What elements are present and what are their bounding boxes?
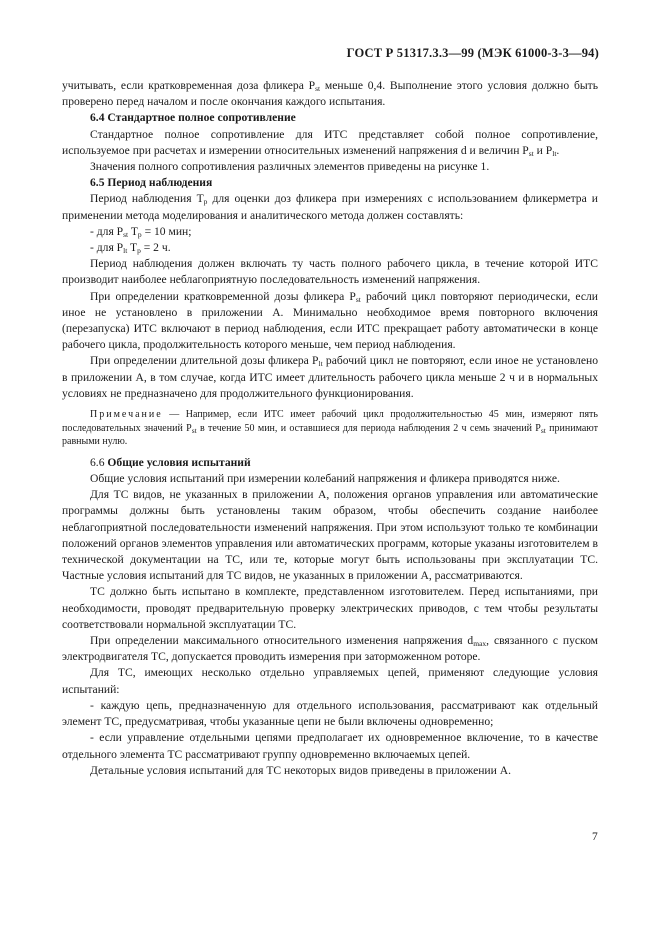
section-6-5-heading: 6.5 Период наблюдения bbox=[90, 176, 213, 190]
section-6-6-paragraph-4: При определении максимального относительного изменения напряжения $d_{max}$, связанного с пуском электродвигателя ТС, допускается проводить измерения при заторможенном роторе. bbox=[62, 634, 598, 664]
list-item-plt: - для $P_{lt}$ $T_p = 2$ ч. bbox=[90, 241, 171, 256]
document-body bbox=[62, 78, 598, 779]
section-6-5-paragraph-4: При определении длительной дозы фликера $P_{lt}$ рабочий цикл не повторяют, если иное не установлено в приложении А, в том случае, когда ИТС имеет длительность рабочего цикла меньше 2 ч и в нормальных условиях не предназначено для продолжительного функционирования. bbox=[62, 354, 598, 400]
page-number: 7 bbox=[592, 831, 598, 843]
section-6-6-paragraph-3: ТС должно быть испытано в комплекте, представленном изготовителем. Перед испытаниями, при необходимости, проводят предварительную проверку электрических приводов, с тем чтобы результаты соответствовали нормальной эксплуатации ТС. bbox=[62, 585, 598, 631]
list-item-separate-circuits: - каждую цепь, предназначенную для отдельного использования, рассматривают как отдельный элемент ТС, предусматривая, чтобы указанные цепи не были включены одновременно; bbox=[62, 698, 598, 729]
note-label: Примечание bbox=[90, 409, 163, 421]
section-6-5-paragraph-3: При определении кратковременной дозы фликера $P_{st}$ рабочий цикл повторяют периодически, если иное не установлено в приложении А. Минимально необходимое время повторного включения (перезапуска) ИТС включают в период наблюдения, если ИТС прекращает работу автоматически в конце рабочего цикла, продолжительность которого меньше, чем период наблюдения. bbox=[62, 289, 598, 352]
page-header: ГОСТ Р 51317.3.3—99 (МЭК 61000-3-3—94) bbox=[346, 46, 599, 60]
section-6-6-paragraph-1: Общие условия испытаний при измерении колебаний напряжения и фликера приводятся ниже. bbox=[90, 472, 560, 486]
paragraph-intro: учитывать, если кратковременная доза фликера $P_{st}$ меньше 0,4. Выполнение этого условия должно быть проверено перед началом и после окончания каждого испытания. bbox=[62, 79, 598, 109]
section-6-5-note: Примечание — Например, если ИТС имеет рабочий цикл продолжительностью 45 мин, измеряют пять последовательных значений $P_{st}$ в течение 50 мин, и оставшиеся для периода наблюдения 2 ч семь значений $P_{st}$ принимают равными нулю. bbox=[62, 409, 598, 448]
section-6-5-paragraph-1: Период наблюдения $T_p$ для оценки доз фликера при измерениях с использованием фликерметра и применении метода моделирования и аналитического метода должен составлять: bbox=[62, 192, 598, 222]
section-6-6-paragraph-6: Детальные условия испытаний для ТС некоторых видов приведены в приложении А. bbox=[90, 763, 512, 777]
section-6-4-paragraph-1: Стандартное полное сопротивление для ИТС представляет собой полное сопротивление, используемое при расчетах и измерении относительных изменений напряжения d и величин $P_{st}$ и $P_{lt}$. bbox=[62, 127, 598, 158]
section-6-6-heading: 6.6 Общие условия испытаний bbox=[90, 455, 251, 469]
section-6-5-paragraph-2: Период наблюдения должен включать ту часть полного рабочего цикла, в течение которой ИТС производит наиболее неблагоприятную последовательность изменений напряжения. bbox=[62, 257, 598, 287]
list-item-pst: - для $P_{st}$ $T_p = 10$ мин; bbox=[90, 224, 192, 239]
section-6-4-paragraph-2: Значения полного сопротивления различных элементов приведены на рисунке 1. bbox=[90, 160, 490, 174]
section-6-4-heading: 6.4 Стандартное полное сопротивление bbox=[90, 111, 296, 125]
list-item-simultaneous-circuits: - если управление отдельными цепями предполагает их одновременное включение, то в качестве отдельного элемента ТС рассматривают группу одновременно включаемых цепей. bbox=[62, 731, 598, 761]
section-6-6-paragraph-2: Для ТС видов, не указанных в приложении А, положения органов управления или автоматические программы должны быть установлены таким образом, чтобы обеспечить создание наиболее неблагоприятной последовательности изменений напряжения. При этом используют только те комбинации положений органов элементов управления или автоматических программ, которые указаны изготовителем в технической документации на ТС, или те, которые могут быть использованы при эксплуатации ТС. Частные условия испытаний для ТС видов, не указанных в приложении А, рассматриваются. bbox=[62, 488, 598, 583]
section-6-6-paragraph-5: Для ТС, имеющих несколько отдельно управляемых цепей, применяют следующие условия испытаний: bbox=[62, 666, 598, 696]
